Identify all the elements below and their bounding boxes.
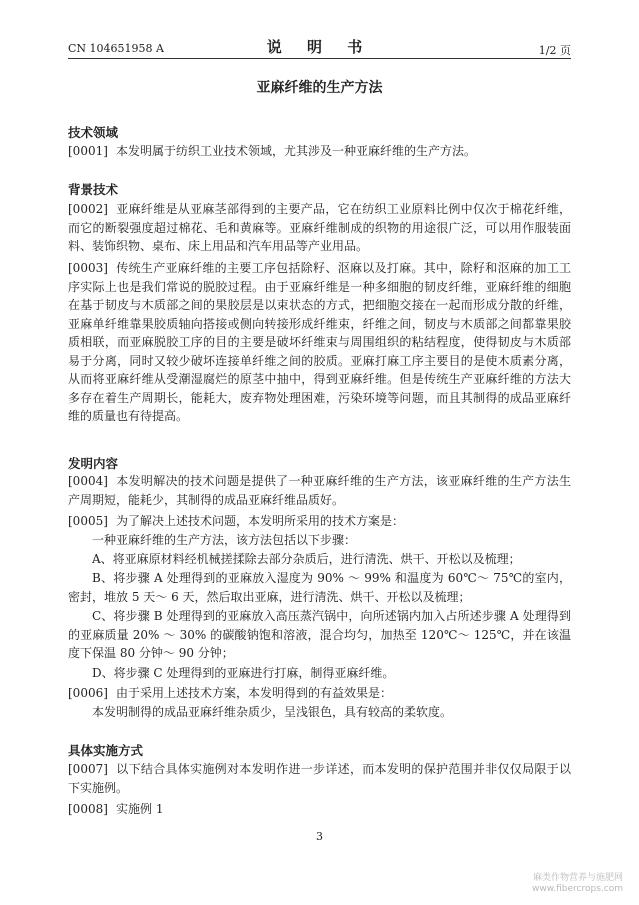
paragraph-number: [0002] xyxy=(68,202,108,216)
paragraph-text: 本发明属于纺织工业技术领域，尤其涉及一种亚麻纤维的生产方法。 xyxy=(116,144,477,158)
document-type: 说 明 书 xyxy=(266,38,373,56)
page-number: 3 xyxy=(316,830,323,843)
paragraph-text: 实施例 1 xyxy=(116,802,164,816)
paragraph-text: 传统生产亚麻纤维的主要工序包括除籽、沤麻以及打麻。其中，除籽和沤麻的加工工序实际上也是我们常说的脱胶过程。由于亚麻纤维是一种多细胞的韧皮纤维，亚麻纤维的细胞在基于韧皮与木质部之间的果胶层是以束状态的方式，把细胞交接在一起而形成分散的纤维，亚麻单纤维靠果胶质轴向搭接或侧向转接形成纤维束，纤维之间，韧皮与木质部之间都靠果胶质相联，而亚麻脱胶工序的目的主要是破坏纤维束与周围组织的粘结程度，使得韧皮与木质部易于分离，同时又较少破坏连接单纤维之间的胶质。亚麻打麻工序主要目的是使木质素分离，从而将亚麻纤维从受潮湿腐烂的原茎中抽中，得到亚麻纤维。但是传统生产亚麻纤维的方法大多存在着生产周期长，能耗大，废弃物处理困难，污染环境等问题，而且其制得的成品亚麻纤维的质量也有待提高。 xyxy=(68,261,571,423)
paragraph-number: [0007] xyxy=(68,762,108,776)
benefit-text: 本发明制得的成品亚麻纤维杂质少，呈浅银色，具有较高的柔软度。 xyxy=(92,705,453,719)
page-count: 1/2 页 xyxy=(538,44,571,57)
paragraph-0008 xyxy=(68,800,571,819)
paragraph-text: 为了解决上述技术问题，本发明所采用的技术方案是： xyxy=(116,514,405,528)
paragraph-number: [0004] xyxy=(68,474,108,488)
step-c: C、将步骤 B 处理得到的亚麻放入高压蒸汽锅中，向所述锅内加入占所述步骤 A 处理得到的亚麻质量 20% ～ 30% 的碳酸钠饱和溶液，混合均匀，加热至 120℃～ 125℃，并在该温度下保温 80 分钟～ 90 分钟； xyxy=(68,609,571,660)
paragraph-number: [0003] xyxy=(68,261,108,275)
section-summary: 发明内容 xyxy=(68,456,119,471)
paragraph-number: [0008] xyxy=(68,802,108,816)
paragraph-0004 xyxy=(68,472,571,509)
publication-number: CN 104651958 A xyxy=(68,42,164,55)
section-background: 背景技术 xyxy=(68,182,119,197)
page-header xyxy=(68,36,571,58)
section-tech-field: 技术领域 xyxy=(68,125,119,140)
paragraph-text: 以下结合具体实施例对本发明作进一步详述，而本发明的保护范围并非仅仅局限于以下实施例。 xyxy=(68,762,571,795)
method-intro: 一种亚麻纤维的生产方法，该方法包括以下步骤： xyxy=(92,533,357,547)
header-rule xyxy=(68,58,571,59)
paragraph-0001 xyxy=(68,142,571,161)
step-b: B、将步骤 A 处理得到的亚麻放入湿度为 90% ～ 99% 和温度为 60℃～ 75℃的室内，密封，堆放 5 天～ 6 天，然后取出亚麻，进行清洗、烘干、开松以及梳理； xyxy=(68,571,571,604)
paragraph-0003 xyxy=(68,259,571,426)
paragraph-0005 xyxy=(68,512,571,531)
paragraph-number: [0006] xyxy=(68,686,108,700)
paragraph-number: [0001] xyxy=(68,144,108,158)
paragraph-0007 xyxy=(68,760,571,797)
step-d: D、将步骤 C 处理得到的亚麻进行打麻，制得亚麻纤维。 xyxy=(92,666,395,680)
watermark-site-name: 麻类作物营养与施肥网 xyxy=(532,873,623,883)
paragraph-text: 本发明解决的技术问题是提供了一种亚麻纤维的生产方法，该亚麻纤维的生产方法生产周期短，能耗少，其制得的成品亚麻纤维品质好。 xyxy=(68,474,571,507)
document-title: 亚麻纤维的生产方法 xyxy=(256,80,383,96)
paragraph-number: [0005] xyxy=(68,514,108,528)
paragraph-text: 亚麻纤维是从亚麻茎部得到的主要产品，它在纺织工业原料比例中仅次于棉花纤维，而它的断裂强度超过棉花、毛和黄麻等。亚麻纤维制成的织物的用途很广泛，可以用作服装面料、装饰织物、桌布、床上用品和汽车用品等产业用品。 xyxy=(68,202,571,253)
watermark-url: www.fibercrops.com xyxy=(532,884,623,894)
paragraph-0002 xyxy=(68,200,571,256)
paragraph-0006 xyxy=(68,684,571,703)
section-embodiment: 具体实施方式 xyxy=(68,743,144,758)
watermark xyxy=(532,873,623,895)
step-a: A、将亚麻原材料经机械搓揉除去部分杂质后，进行清洗、烘干、开松以及梳理； xyxy=(92,552,521,566)
paragraph-text: 由于采用上述技术方案，本发明得到的有益效果是： xyxy=(116,686,393,700)
